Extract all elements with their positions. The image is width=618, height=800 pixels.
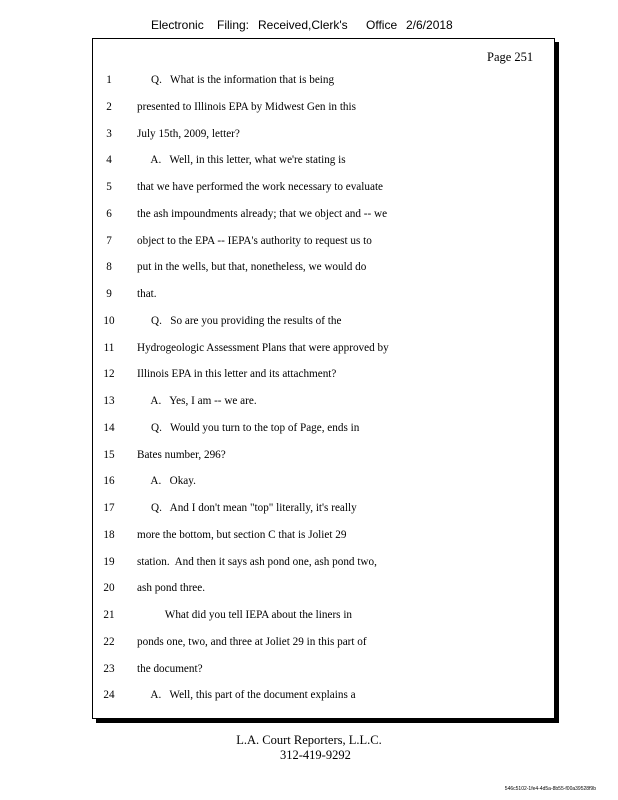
line-number: 8 bbox=[106, 261, 112, 274]
transcript-line bbox=[0, 315, 560, 331]
transcript-line bbox=[0, 689, 560, 705]
document-hash: 546c5102-1fe4-4d5a-8b55-f00a39528f9b bbox=[504, 786, 596, 792]
header-filing: Filing: bbox=[217, 18, 250, 32]
line-number: 4 bbox=[106, 154, 112, 167]
transcript-line bbox=[0, 449, 560, 465]
transcript-line bbox=[0, 502, 560, 518]
line-text: the document? bbox=[137, 662, 203, 675]
line-text: object to the EPA -- IEPA's authority to request us to bbox=[137, 234, 372, 247]
line-number: 13 bbox=[103, 395, 115, 407]
line-number: 19 bbox=[103, 555, 115, 568]
transcript-line bbox=[0, 368, 560, 384]
line-text: A. Okay. bbox=[137, 475, 196, 488]
line-number: 15 bbox=[103, 448, 115, 461]
transcript-line bbox=[0, 261, 560, 277]
line-number: 21 bbox=[103, 609, 115, 621]
transcript-line bbox=[0, 342, 560, 358]
line-text: Bates number, 296? bbox=[137, 448, 226, 461]
line-text: put in the wells, but that, nonetheless, we would do bbox=[137, 261, 367, 274]
transcript-line bbox=[0, 529, 560, 545]
transcript-line bbox=[0, 235, 560, 251]
header-electronic: Electronic bbox=[151, 18, 204, 32]
line-text: ash pond three. bbox=[137, 582, 206, 595]
line-text: presented to Illinois EPA by Midwest Gen in this bbox=[137, 100, 356, 113]
line-text: station. And then it says ash pond one, ash pond two, bbox=[137, 555, 377, 568]
line-text: A. Well, this part of the document explains a bbox=[137, 689, 356, 702]
transcript-line bbox=[0, 475, 560, 491]
transcript-line bbox=[0, 422, 560, 438]
line-number: 22 bbox=[103, 635, 115, 648]
line-number: 23 bbox=[103, 662, 115, 675]
line-text: July 15th, 2009, letter? bbox=[137, 127, 240, 140]
line-number: 16 bbox=[103, 475, 115, 488]
line-number: 18 bbox=[103, 528, 115, 541]
line-text: Q. Would you turn to the top of Page, ends in bbox=[137, 421, 360, 434]
line-text: that we have performed the work necessary to evaluate bbox=[137, 181, 384, 193]
line-number: 9 bbox=[106, 288, 112, 300]
transcript-line bbox=[0, 582, 560, 598]
court-reporter-name: L.A. Court Reporters, L.L.C. bbox=[236, 733, 382, 747]
line-text: Illinois EPA in this letter and its attachment? bbox=[137, 368, 337, 381]
header-received: Received,Clerk's bbox=[258, 18, 348, 32]
transcript-line bbox=[0, 663, 560, 679]
header-office: Office bbox=[366, 18, 398, 32]
line-number: 7 bbox=[106, 234, 112, 247]
transcript-line bbox=[0, 556, 560, 572]
line-number: 10 bbox=[103, 314, 115, 327]
line-number: 6 bbox=[106, 207, 112, 220]
transcript-line bbox=[0, 288, 560, 304]
transcript-line bbox=[0, 74, 560, 90]
line-number: 20 bbox=[103, 582, 115, 595]
transcript-line bbox=[0, 208, 560, 224]
line-number: 3 bbox=[106, 127, 112, 140]
line-text: A. Well, in this letter, what we're stating is bbox=[137, 154, 346, 167]
line-number: 24 bbox=[103, 689, 115, 702]
line-number: 5 bbox=[106, 181, 112, 193]
header-date: 2/6/2018 bbox=[406, 18, 453, 32]
line-number: 1 bbox=[106, 74, 112, 86]
transcript-line bbox=[0, 395, 560, 411]
page-number-label: Page 251 bbox=[487, 50, 534, 64]
line-number: 11 bbox=[103, 341, 115, 354]
transcript-line bbox=[0, 101, 560, 117]
transcript-line bbox=[0, 609, 560, 625]
transcript-line bbox=[0, 181, 560, 197]
line-text: Q. What is the information that is being bbox=[137, 74, 335, 86]
court-reporter-phone: 312-419-9292 bbox=[280, 748, 351, 762]
line-number: 17 bbox=[103, 502, 115, 514]
transcript-line bbox=[0, 636, 560, 652]
line-text: ponds one, two, and three at Joliet 29 in this part of bbox=[137, 635, 367, 648]
line-text: Q. And I don't mean "top" literally, it's really bbox=[137, 502, 357, 514]
line-text: Hydrogeologic Assessment Plans that were approved by bbox=[137, 341, 389, 354]
transcript-line bbox=[0, 128, 560, 144]
line-number: 2 bbox=[106, 100, 112, 113]
line-text: Q. So are you providing the results of the bbox=[137, 314, 342, 327]
line-number: 12 bbox=[103, 368, 115, 381]
line-text: more the bottom, but section C that is Joliet 29 bbox=[137, 528, 347, 541]
line-text: that. bbox=[137, 288, 157, 300]
line-number: 14 bbox=[103, 421, 115, 434]
line-text: What did you tell IEPA about the liners in bbox=[137, 609, 353, 621]
line-text: A. Yes, I am -- we are. bbox=[137, 395, 257, 407]
line-text: the ash impoundments already; that we object and -- we bbox=[137, 207, 388, 220]
transcript-line bbox=[0, 154, 560, 170]
